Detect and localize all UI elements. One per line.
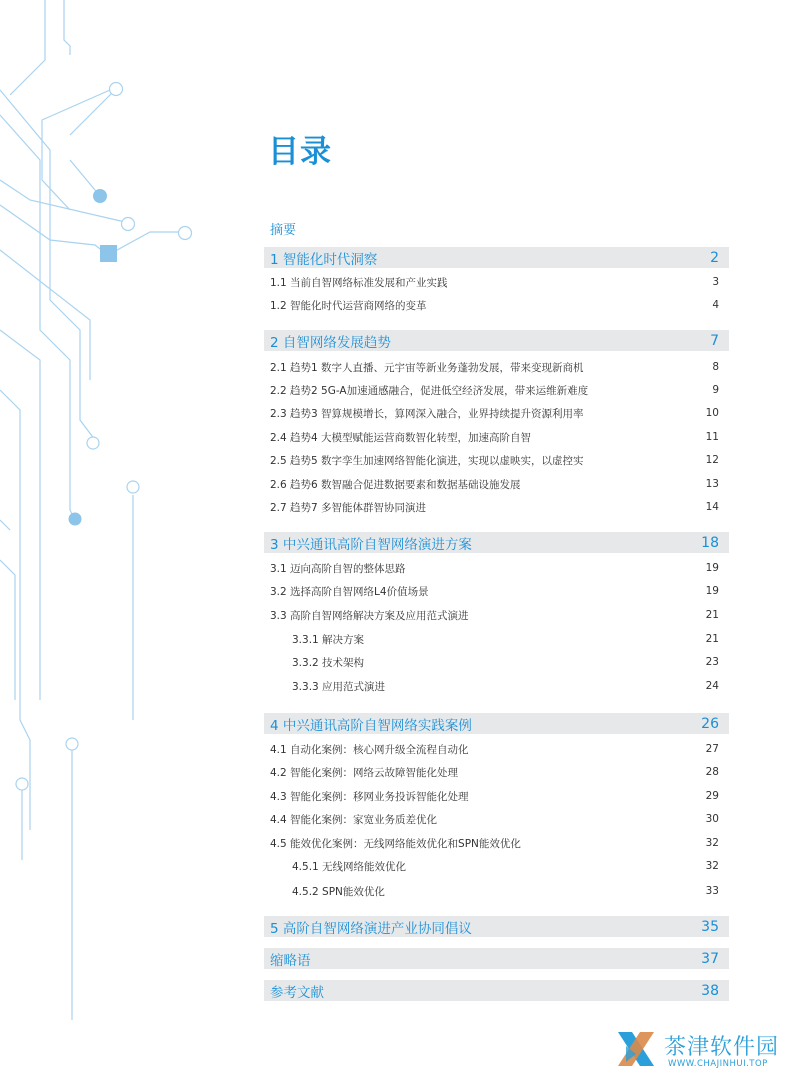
toc-chapter-row[interactable]	[264, 713, 729, 734]
toc-entry-page: 19	[705, 585, 719, 597]
toc-entry-label: 4.5.1 无线网络能效优化	[292, 860, 407, 873]
toc-section-row[interactable]	[264, 582, 729, 600]
toc-entry-label: 3.2 选择高阶自智网络L4价值场景	[270, 585, 429, 598]
toc-entry-label: 1.2 智能化时代运营商网络的变革	[270, 299, 427, 312]
toc-entry-label: 5 高阶自智网络演进产业协同倡议	[270, 920, 472, 937]
watermark-name: 茶津软件园	[664, 1035, 780, 1060]
toc-entry-label: 4.3 智能化案例：移网业务投诉智能化处理	[270, 790, 469, 803]
toc-entry-label: 2 自智网络发展趋势	[270, 334, 391, 351]
toc-entry-page: 29	[705, 790, 719, 802]
toc-entry-page: 27	[705, 743, 719, 755]
toc-section-row[interactable]	[264, 381, 729, 399]
toc-entry-page: 4	[712, 299, 719, 311]
toc-entry-label: 2.4 趋势4 大模型赋能运营商数智化转型，加速高阶自智	[270, 431, 532, 444]
toc-entry-label: 3.3.1 解决方案	[292, 633, 365, 646]
watermark-url: WWW.CHAJINHUI.TOP	[668, 1059, 768, 1069]
toc-entry-label: 4.5.2 SPN能效优化	[292, 885, 385, 898]
toc-entry-page: 38	[701, 982, 719, 999]
toc-entry-label: 2.5 趋势5 数字孪生加速网络智能化演进，实现以虚映实，以虚控实	[270, 454, 584, 467]
toc-section-row[interactable]	[264, 834, 729, 852]
toc-section-row[interactable]	[264, 559, 729, 577]
circuit-decoration	[0, 0, 200, 1077]
toc-entry-label: 4 中兴通讯高阶自智网络实践案例	[270, 717, 472, 734]
toc-entry-label: 4.2 智能化案例：网络云故障智能化处理	[270, 766, 459, 779]
toc-entry-page: 32	[705, 837, 719, 849]
toc-entry-label: 3.1 迈向高阶自智的整体思路	[270, 562, 406, 575]
toc-section-row[interactable]	[264, 404, 729, 422]
toc-section-row[interactable]	[264, 451, 729, 469]
toc-entry-page: 35	[701, 918, 719, 935]
toc-entry-page: 37	[701, 950, 719, 967]
toc-entry-label: 4.4 智能化案例：家宽业务质差优化	[270, 813, 438, 826]
toc-entry-page: 19	[705, 562, 719, 574]
toc-entry-label: 3.3.3 应用范式演进	[292, 680, 386, 693]
page-title: 目录	[268, 134, 332, 170]
toc-section-row[interactable]	[264, 787, 729, 805]
toc-section-row[interactable]	[264, 606, 729, 624]
toc-entry-page: 7	[710, 332, 719, 349]
toc-section-row[interactable]	[264, 498, 729, 516]
toc-section-row[interactable]	[264, 740, 729, 758]
toc-entry-label: 缩略语	[270, 952, 311, 969]
toc-entry-page: 13	[705, 478, 719, 490]
toc-entry-page: 18	[701, 534, 719, 551]
toc-entry-page: 12	[705, 454, 719, 466]
toc-entry-label: 4.1 自动化案例：核心网升级全流程自动化	[270, 743, 469, 756]
toc-entry-page: 3	[712, 276, 719, 288]
toc-entry-label: 3.3.2 技术架构	[292, 656, 365, 669]
toc-entry-page: 26	[701, 715, 719, 732]
toc-entry-label: 4.5 能效优化案例：无线网络能效优化和SPN能效优化	[270, 837, 521, 850]
toc-entry-page: 21	[705, 609, 719, 621]
toc-entry-label: 2.7 趋势7 多智能体群智协同演进	[270, 501, 427, 514]
toc-chapter-row[interactable]	[264, 980, 729, 1001]
toc-entry-label: 2.2 趋势2 5G-A加速通感融合，促进低空经济发展，带来运维新难度	[270, 384, 589, 397]
toc-subsection-row[interactable]	[264, 630, 729, 648]
toc-section-row[interactable]	[264, 296, 729, 314]
toc-entry-page: 11	[705, 431, 719, 443]
toc-entry-page: 24	[705, 680, 719, 692]
toc-section-row[interactable]	[264, 428, 729, 446]
toc-section-row[interactable]	[264, 358, 729, 376]
toc-entry-label: 2.6 趋势6 数智融合促进数据要素和数据基础设施发展	[270, 478, 521, 491]
toc-section-row[interactable]	[264, 273, 729, 291]
toc-entry-label: 3 中兴通讯高阶自智网络演进方案	[270, 536, 472, 553]
toc-chapter-row[interactable]	[264, 916, 729, 937]
toc-entry-page: 10	[705, 407, 719, 419]
toc-chapter-row[interactable]	[264, 330, 729, 351]
toc-subsection-row[interactable]	[264, 653, 729, 671]
toc-subsection-row[interactable]	[264, 857, 729, 875]
toc-entry-page: 23	[705, 656, 719, 668]
toc-chapter-row[interactable]	[264, 532, 729, 553]
toc-entry-page: 30	[705, 813, 719, 825]
toc-entry-page: 32	[705, 860, 719, 872]
toc-section-row[interactable]	[264, 810, 729, 828]
toc-entry-page: 21	[705, 633, 719, 645]
toc-entry-page: 9	[712, 384, 719, 396]
toc-entry-label: 2.3 趋势3 智算规模增长，算网深入融合，业界持续提升资源利用率	[270, 407, 584, 420]
toc-entry-label: 参考文献	[270, 984, 324, 1001]
toc-entry-label: 1.1 当前自智网络标准发展和产业实践	[270, 276, 448, 289]
toc-abstract-link[interactable]: 摘要	[270, 223, 297, 238]
toc-subsection-row[interactable]	[264, 677, 729, 695]
toc-section-row[interactable]	[264, 475, 729, 493]
toc-entry-label: 1 智能化时代洞察	[270, 251, 378, 268]
toc-entry-page: 8	[712, 361, 719, 373]
toc-entry-page: 2	[710, 249, 719, 266]
toc-entry-page: 14	[705, 501, 719, 513]
toc-subsection-row[interactable]	[264, 882, 729, 900]
toc-entry-label: 3.3 高阶自智网络解决方案及应用范式演进	[270, 609, 469, 622]
watermark	[612, 1026, 782, 1074]
toc-entry-page: 28	[705, 766, 719, 778]
toc-entry-label: 2.1 趋势1 数字人直播、元宇宙等新业务蓬勃发展，带来变现新商机	[270, 361, 584, 374]
watermark-logo-icon	[612, 1026, 660, 1074]
toc-chapter-row[interactable]	[264, 948, 729, 969]
toc-chapter-row[interactable]	[264, 247, 729, 268]
toc-section-row[interactable]	[264, 763, 729, 781]
toc-entry-page: 33	[705, 885, 719, 897]
